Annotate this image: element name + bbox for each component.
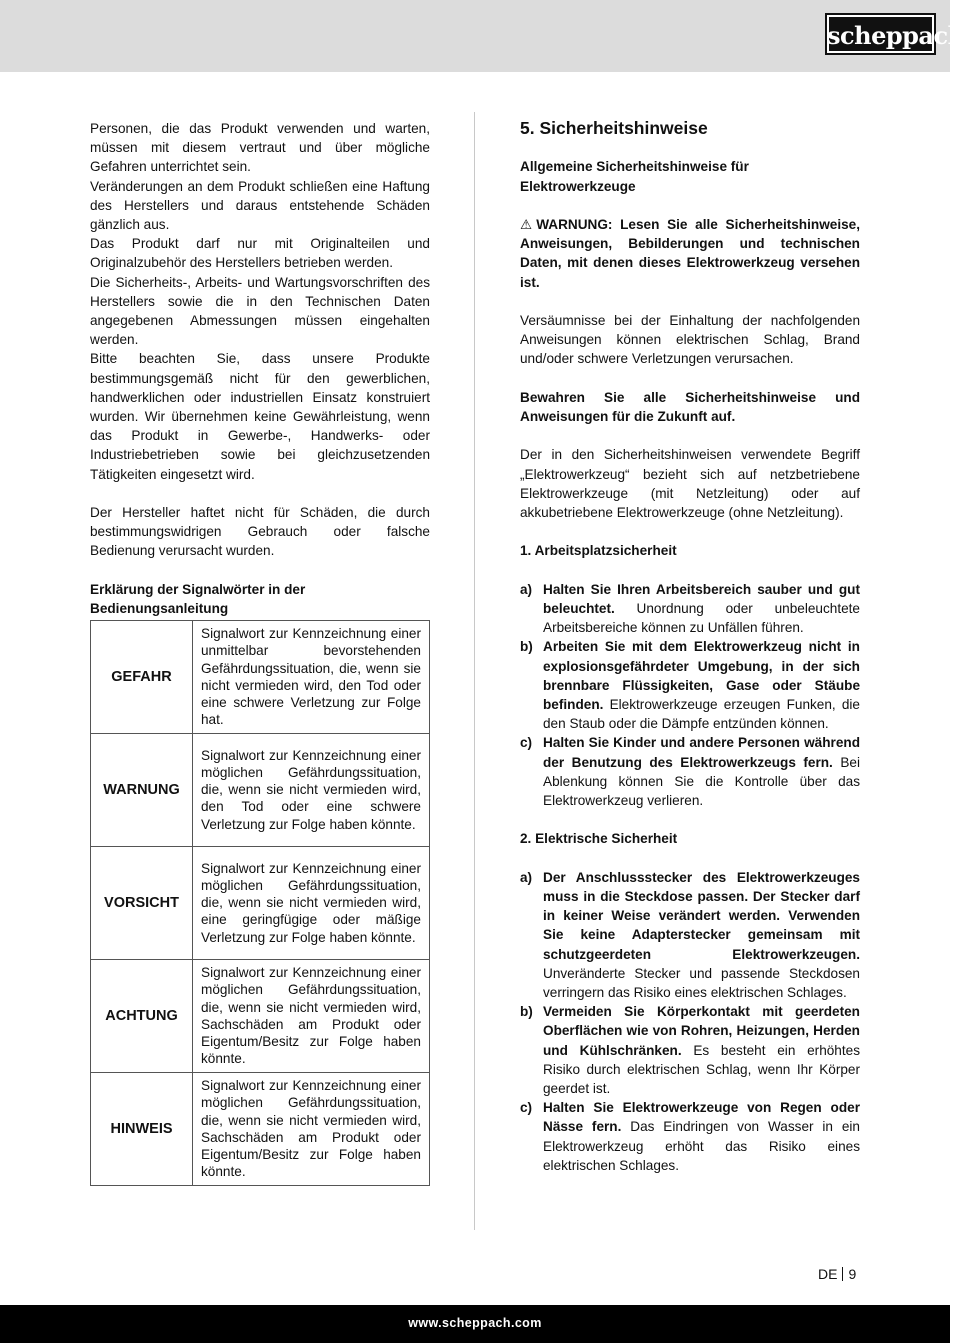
intro-paragraph-2: Veränderungen an dem Produkt schließen eine Haftung des Herstellers und daraus entstehende Schäden gänzlich aus. <box>90 178 430 233</box>
list-item: a) Der Anschlussstecker des Elektrowerkzeuges muss in die Steckdose passen. Der Stecker darf in keiner Weise verändert werden. Verwenden Sie keine Adapterstecker gemeinsam mit schutzgeerdeten Elektrowerkzeugen. Unveränderte Stecker und passende Steckdosen verringern das Risiko eines elektrischen Schlages. <box>520 869 860 1000</box>
warning-triangle-icon: ⚠ <box>520 216 533 232</box>
signal-description: Signalwort zur Kennzeichnung einer möglichen Gefährdungssituation, die, wenn sie nicht vermieden wird, Sachschäden am Produkt oder Eigentum/Besitz zur Folge haben könnte. <box>193 1073 430 1186</box>
signal-word: HINWEIS <box>91 1073 193 1186</box>
intro-paragraph-3: Das Produkt darf nur mit Originalteilen und Originalzubehör des Herstellers betrieben werden. <box>90 236 430 271</box>
list-item: b) Vermeiden Sie Körperkontakt mit geerdeten Oberflächen wie von Rohren, Heizungen, Herden und Kühlschränken. Es besteht ein erhöhtes Risiko durch elektrischen Schlag, wenn Ihr Körper geerdet ist. <box>520 1004 861 1097</box>
liability-paragraph: Der Hersteller haftet nicht für Schäden, die durch bestimmungswidrigen Gebrauch oder falsche Bedienung verursacht wurden. <box>90 505 430 559</box>
page-footer <box>0 1305 950 1343</box>
table-row <box>91 621 430 734</box>
neglect-paragraph: Versäumnisse bei der Einhaltung der nachfolgenden Anweisungen können elektrischen Schlag, Brand und/oder schwere Verletzungen verursachen. <box>520 312 860 367</box>
signal-word: WARNUNG <box>91 734 193 847</box>
warning-text: WARNUNG: Lesen Sie alle Sicherheitshinweise, Anweisungen, Bebilderungen und technischen Daten, mit denen dieses Elektrowerkzeug versehen ist. <box>520 216 860 290</box>
scheppach-logo: scheppach <box>825 13 936 55</box>
workplace-safety-list <box>520 580 860 810</box>
page-header <box>0 0 965 72</box>
website-url: www.scheppach.com <box>408 1316 542 1330</box>
general-safety-heading: Allgemeine Sicherheitshinweise für Elektrowerkzeuge <box>520 159 749 194</box>
intro-paragraph-4: Die Sicherheits-, Arbeits- und Wartungsvorschriften des Herstellers sowie die in den Technischen Daten angegebenen Abmessungen müssen eingehalten werden. <box>90 274 430 348</box>
list-item: c) Halten Sie Kinder und andere Personen während der Benutzung des Elektrowerkzeugs fern. Bei Ablenkung können Sie die Kontrolle über das Elektrowerkzeug verlieren. <box>520 735 860 808</box>
right-column <box>520 119 860 1175</box>
language-code: DE <box>818 1266 838 1282</box>
page-number-value: 9 <box>848 1266 857 1282</box>
electrical-safety-list <box>520 868 860 1175</box>
list-item: a) Halten Sie Ihren Arbeitsbereich sauber und gut beleuchtet. Unordnung oder unbeleuchtete Arbeitsbereiche können zu Unfällen führen. <box>520 581 860 636</box>
warning-paragraph <box>520 215 860 292</box>
workplace-safety-heading: 1. Arbeitsplatzsicherheit <box>520 543 677 559</box>
separator <box>842 1267 843 1281</box>
keep-instructions-paragraph: Bewahren Sie alle Sicherheitshinweise und Anweisungen für die Zukunft auf. <box>520 389 860 424</box>
table-row <box>91 847 430 960</box>
column-divider <box>474 112 475 1230</box>
signal-description: Signalwort zur Kennzeichnung einer unmittelbar bevorstehenden Gefährdungssituation, die, wenn sie nicht vermieden wird, den Tod oder eine schwere Verletzung zur Folge hat. <box>193 621 430 734</box>
signal-word: GEFAHR <box>91 621 193 734</box>
signal-word: ACHTUNG <box>91 960 193 1073</box>
left-column <box>90 119 430 1186</box>
signal-description: Signalwort zur Kennzeichnung einer möglichen Gefährdungssituation, die, wenn sie nicht vermieden wird, eine geringfügige oder mäßige Verletzung zur Folge haben könnte. <box>193 847 430 960</box>
intro-paragraph-1: Personen, die das Produkt verwenden und warten, müssen mit diesem vertraut und über mögliche Gefahren unterrichtet sein. <box>90 121 430 175</box>
signal-words-heading: Erklärung der Signalwörter in der Bedienungsanleitung <box>90 581 306 617</box>
table-row <box>91 734 430 847</box>
page-number <box>818 1266 856 1282</box>
list-item: b) Arbeiten Sie mit dem Elektrowerkzeug nicht in explosionsgefährdeter Umgebung, in der sich brennbare Flüssigkeiten, Gase oder Stäube befinden. Elektrowerkzeuge erzeugen Funken, die den Staub oder die Dämpfe entzünden können. <box>520 639 860 732</box>
signal-words-table <box>90 620 430 1186</box>
signal-description: Signalwort zur Kennzeichnung einer möglichen Gefährdungssituation, die, wenn sie nicht vermieden wird, den Tod oder eine schwere Verletzung zur Folge haben könnte. <box>193 734 430 847</box>
signal-description: Signalwort zur Kennzeichnung einer möglichen Gefährdungssituation, die, wenn sie nicht vermieden wird, Sachschäden am Produkt oder Eigentum/Besitz zur Folge haben könnte. <box>193 960 430 1073</box>
signal-word: VORSICHT <box>91 847 193 960</box>
term-definition-paragraph: Der in den Sicherheitshinweisen verwendete Begriff „Elektrowerkzeug“ bezieht sich auf netzbetriebene Elektrowerkzeuge (mit Netzleitung) oder auf akkubetriebene Elektrowerkzeuge (ohne Netzleitung). <box>520 447 860 520</box>
list-item: c) Halten Sie Elektrowerkzeuge von Regen oder Nässe fern. Das Eindringen von Wasser in ein Elektrowerkzeug erhöht das Risiko eines elektrischen Schlages. <box>520 1100 860 1173</box>
section-title: 5. Sicherheitshinweise <box>520 118 708 138</box>
table-row <box>91 960 430 1073</box>
electrical-safety-heading: 2. Elektrische Sicherheit <box>520 831 678 847</box>
intro-paragraph-5: Bitte beachten Sie, dass unsere Produkte bestimmungsgemäß nicht für den gewerblichen, handwerklichen oder industriellen Einsatz konstruiert wurden. Wir übernehmen keine Gewährleistung, wenn das Produkt in Gewerbe-, Handwerks- oder Industriebetrieben sowie bei gleichzusetzenden Tätigkeiten eingesetzt wird. <box>90 351 430 482</box>
table-row <box>91 1073 430 1186</box>
